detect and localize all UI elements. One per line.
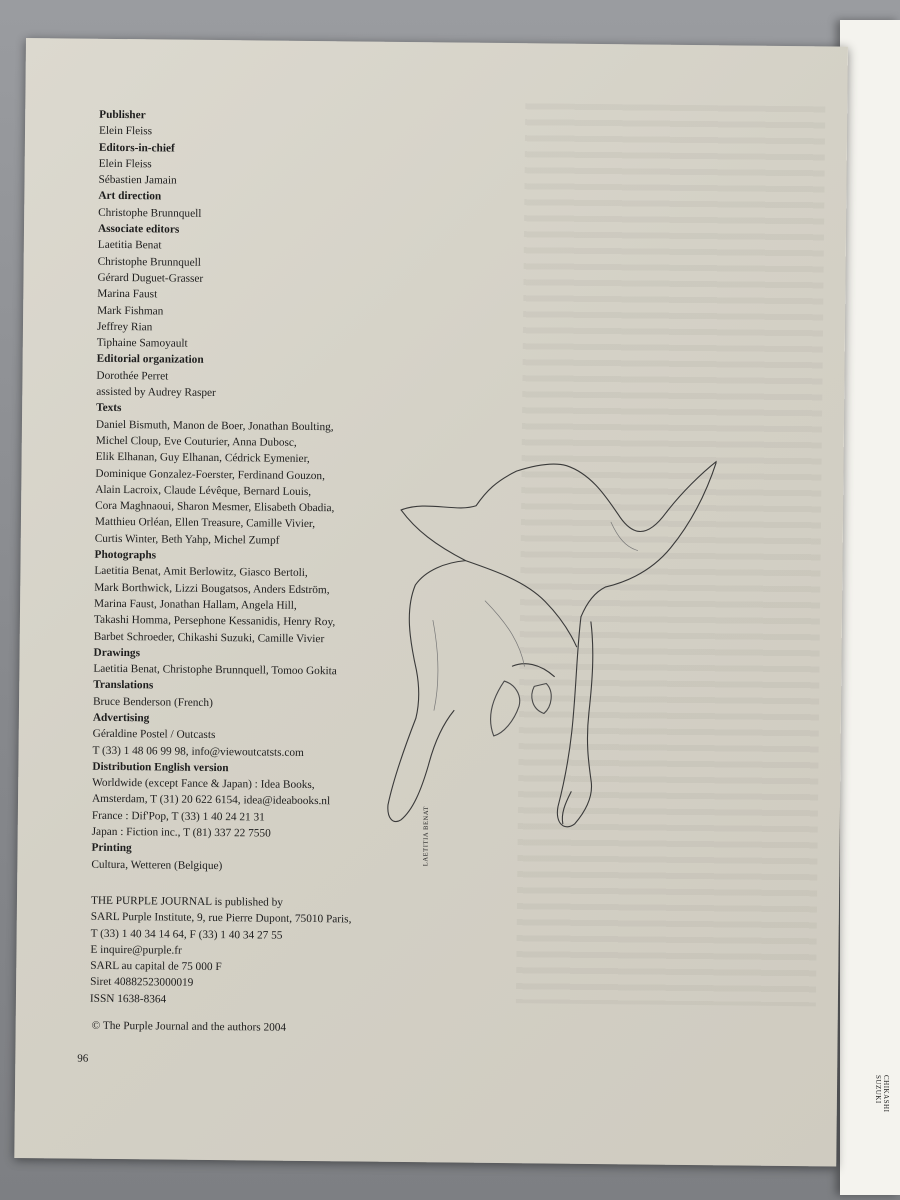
masthead-line: Géraldine Postel / Outcasts <box>92 728 216 742</box>
masthead-line: Barbet Schroeder, Chikashi Suzuki, Camille Vivier <box>93 630 325 645</box>
masthead-line: Cora Maghnaoui, Sharon Mesmer, Elisabeth Obadia, <box>95 499 335 515</box>
masthead-line: Alain Lacroix, Claude Lévêque, Bernard Louis, <box>95 483 312 498</box>
masthead-entry <box>96 351 416 403</box>
masthead-line: Tiphaine Samoyault <box>96 336 188 350</box>
masthead-line: Amsterdam, T (31) 20 622 6154, idea@ideabooks.nl <box>91 793 331 808</box>
masthead-heading: Distribution English version <box>92 760 229 775</box>
masthead-line: Matthieu Orléan, Ellen Treasure, Camille Vivier, <box>94 516 316 531</box>
publisher-info-line: ISSN 1638-8364 <box>89 992 167 1006</box>
masthead-heading: Associate editors <box>97 222 180 236</box>
masthead-line: Bruce Benderson (French) <box>92 695 213 709</box>
masthead-line: Christophe Brunnquell <box>98 206 202 220</box>
masthead-line: Laetitia Benat <box>97 239 162 252</box>
masthead-heading: Publisher <box>99 108 146 122</box>
masthead-line: assisted by Audrey Rasper <box>96 385 216 400</box>
masthead-entry <box>91 840 411 876</box>
masthead-line: Laetitia Benat, Christophe Brunnquell, Tomoo Gokita <box>93 662 337 678</box>
swan-drawing <box>353 449 717 833</box>
masthead-entry <box>98 139 418 191</box>
masthead-heading: Editors-in-chief <box>98 141 175 155</box>
masthead-line: Takashi Homma, Persephone Kessanidis, Henry Roy, <box>93 613 336 629</box>
magazine-page <box>14 38 848 1167</box>
masthead-line: Gérard Duguet-Grasser <box>97 271 204 285</box>
publisher-info-line: T (33) 1 40 34 14 64, F (33) 1 40 34 27 55 <box>90 927 283 942</box>
masthead-line: Laetitia Benat, Amit Berlowitz, Giasco Bertoli, <box>94 565 308 580</box>
masthead-line: T (33) 1 48 06 99 98, info@viewoutcatsts.com <box>92 744 304 759</box>
masthead-line: Dominique Gonzalez-Foerster, Ferdinand Gouzon, <box>95 467 326 482</box>
masthead-entry <box>98 188 418 224</box>
masthead-line: France : Dif'Pop, T (33) 1 40 24 21 31 <box>91 809 265 824</box>
page-number: 96 <box>77 1052 89 1065</box>
masthead-heading: Art direction <box>98 190 162 203</box>
masthead-line: Elein Fleiss <box>98 157 152 171</box>
publisher-info <box>90 893 421 1011</box>
next-page-photo-credit: CHIKASHI SUZUKI <box>874 1075 890 1113</box>
publisher-info-line: THE PURPLE JOURNAL is published by <box>90 894 283 909</box>
masthead-entry <box>97 221 418 355</box>
masthead-line: Mark Fishman <box>97 304 164 318</box>
masthead-line: Christophe Brunnquell <box>97 255 201 269</box>
masthead-heading: Drawings <box>93 646 141 660</box>
masthead-heading: Texts <box>96 402 122 415</box>
masthead-line: Cultura, Wetteren (Belgique) <box>91 858 223 872</box>
publisher-info-line: SARL Purple Institute, 9, rue Pierre Dupont, 75010 Paris, <box>90 911 352 926</box>
masthead-line: Japan : Fiction inc., T (81) 337 22 7550 <box>91 825 271 840</box>
masthead-line: Elik Elhanan, Guy Elhanan, Cédrick Eymenier, <box>95 450 310 466</box>
publisher-info-line: SARL au capital de 75 000 F <box>90 959 222 974</box>
copyright-notice: © The Purple Journal and the authors 2004 <box>91 1019 287 1034</box>
masthead-line: Mark Borthwick, Lizzi Bougatsos, Anders Edström, <box>94 581 330 596</box>
masthead-line: Marina Faust, Jonathan Hallam, Angela Hill, <box>94 597 297 612</box>
masthead-heading: Translations <box>93 679 154 692</box>
masthead-line: Dorothée Perret <box>96 369 169 383</box>
publisher-info-line: E inquire@purple.fr <box>90 943 182 957</box>
masthead-line: Marina Faust <box>97 288 158 301</box>
masthead-line: Worldwide (except Fance & Japan) : Idea Books, <box>92 776 315 792</box>
masthead-line: Sébastien Jamain <box>98 173 177 187</box>
masthead-entry <box>99 107 419 143</box>
masthead-line: Daniel Bismuth, Manon de Boer, Jonathan Boulting, <box>95 418 334 433</box>
masthead-line: Elein Fleiss <box>98 125 153 138</box>
masthead-heading: Advertising <box>92 711 150 725</box>
masthead-line: Curtis Winter, Beth Yahp, Michel Zumpf <box>94 532 280 547</box>
publisher-info-line: Siret 40882523000019 <box>90 976 194 990</box>
next-page-edge <box>840 20 900 1195</box>
masthead-line: Jeffrey Rian <box>96 320 153 334</box>
masthead-heading: Editorial organization <box>96 353 204 367</box>
masthead-line: Michel Cloup, Eve Couturier, Anna Dubosc, <box>95 434 297 449</box>
masthead-heading: Printing <box>91 842 132 855</box>
masthead-heading: Photographs <box>94 548 157 562</box>
drawing-credit: LAETITIA BENAT <box>422 805 430 867</box>
